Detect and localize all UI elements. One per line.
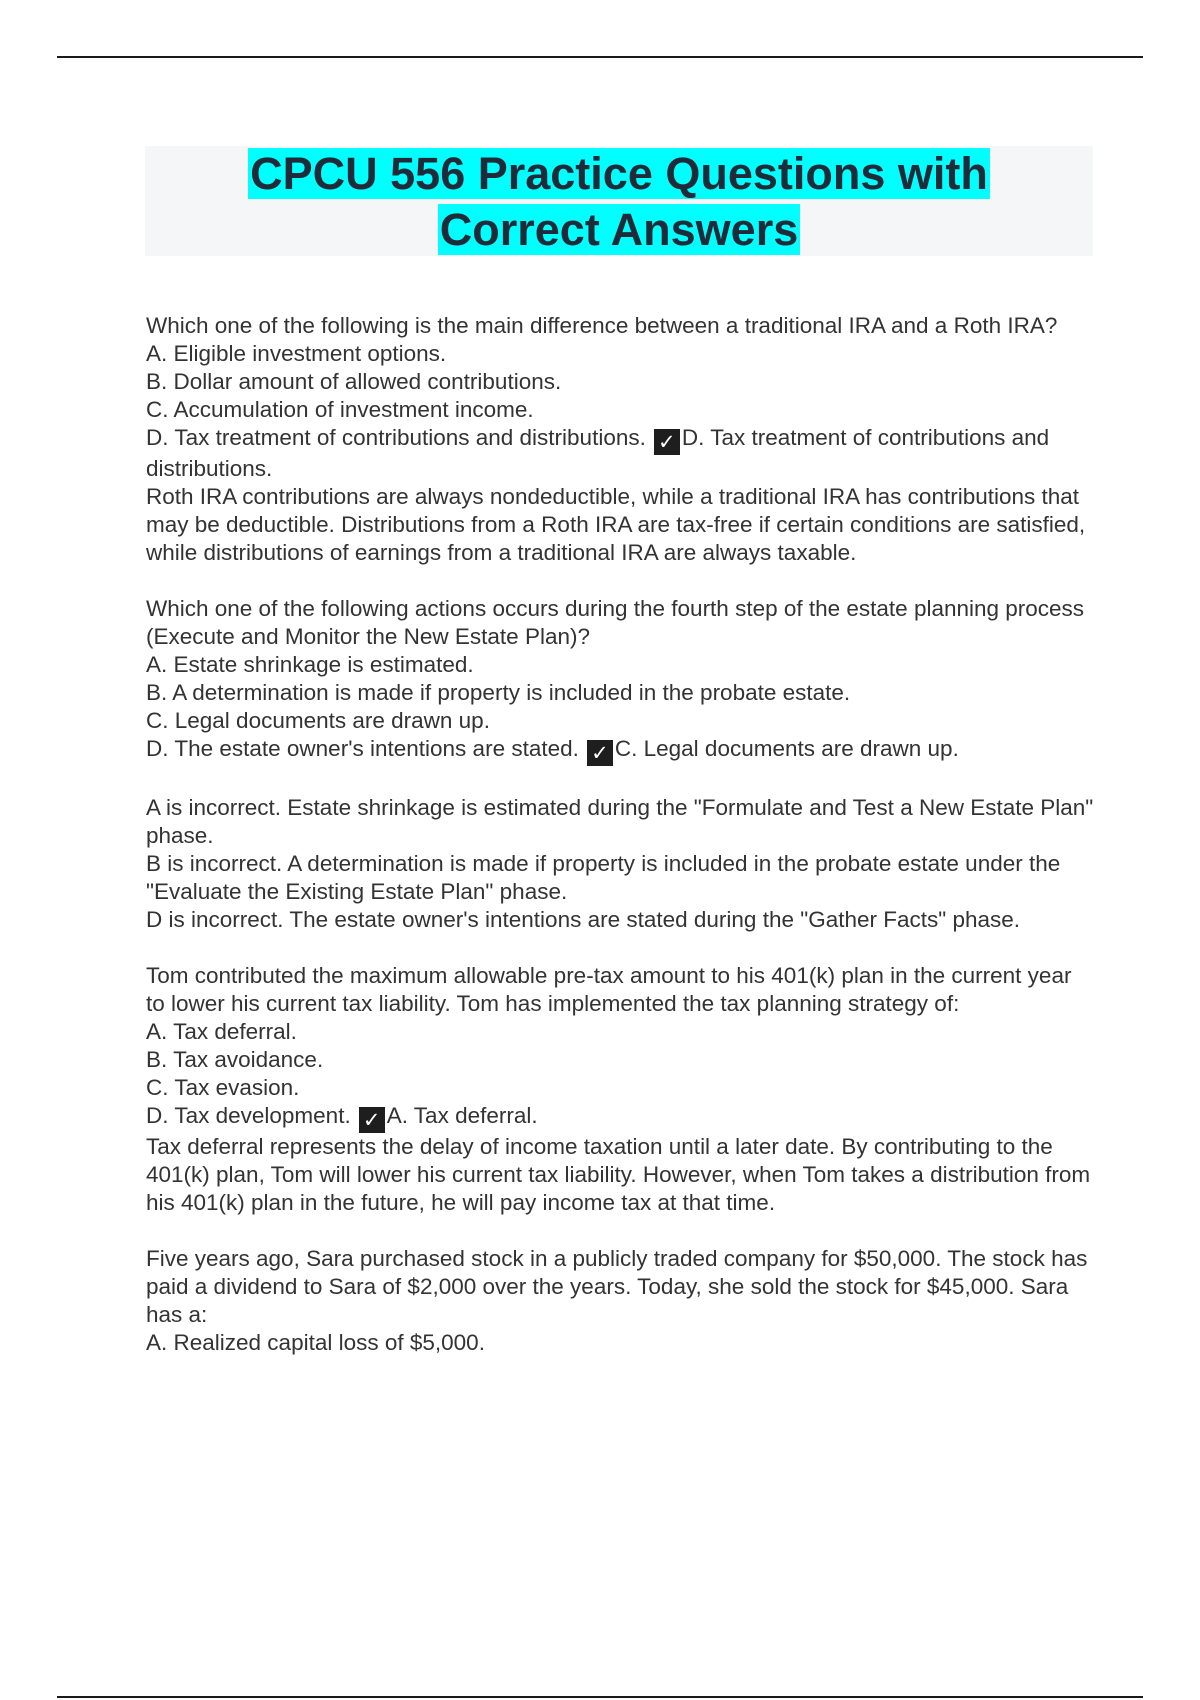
explanation-b: B is incorrect. A determination is made if property is included in the probate estate under the "Evaluate the Existing Estate Plan" phase. xyxy=(146,851,1061,904)
option-d: D. The estate owner's intentions are stated. xyxy=(146,736,579,761)
correct-answer: A. Tax deferral. xyxy=(386,1103,538,1128)
explanation: Tax deferral represents the delay of income taxation until a later date. By contributing to the 401(k) plan, Tom will lower his current tax liability. However, when Tom takes a distribution from his 401(k) plan in the future, he will pay income tax at that time. xyxy=(146,1134,1091,1215)
option-a: A. Tax deferral. xyxy=(146,1019,297,1044)
check-icon: ✓ xyxy=(587,740,613,766)
option-d-with-answer xyxy=(146,424,1096,483)
page-title-line1: CPCU 556 Practice Questions with xyxy=(250,148,988,199)
top-rule xyxy=(57,56,1143,58)
spacer xyxy=(146,934,1096,962)
option-d-with-answer xyxy=(146,735,1096,766)
question-block-4 xyxy=(146,1245,1096,1357)
option-a: A. Eligible investment options. xyxy=(146,341,447,366)
option-b: B. Dollar amount of allowed contributions. xyxy=(146,369,562,394)
spacer xyxy=(146,567,1096,595)
option-b: B. Tax avoidance. xyxy=(146,1047,324,1072)
option-c: C. Legal documents are drawn up. xyxy=(146,708,490,733)
question-block-1 xyxy=(146,312,1096,567)
spacer xyxy=(146,766,1096,794)
page-title-line2: Correct Answers xyxy=(439,204,799,255)
question-text: Which one of the following is the main difference between a traditional IRA and a Roth IRA? xyxy=(146,313,1058,338)
option-c: C. Accumulation of investment income. xyxy=(146,397,534,422)
explanation-d: D is incorrect. The estate owner's intentions are stated during the "Gather Facts" phase. xyxy=(146,907,1021,932)
question-text: Tom contributed the maximum allowable pre-tax amount to his 401(k) plan in the current year to lower his current tax liability. Tom has implemented the tax planning strategy of: xyxy=(146,963,1072,1016)
option-d: D. Tax treatment of contributions and distributions. xyxy=(146,425,646,450)
option-c: C. Tax evasion. xyxy=(146,1075,300,1100)
correct-answer: C. Legal documents are drawn up. xyxy=(614,736,959,761)
option-d: D. Tax development. xyxy=(146,1103,351,1128)
option-a: A. Realized capital loss of $5,000. xyxy=(146,1330,485,1355)
check-icon: ✓ xyxy=(359,1107,385,1133)
title-banner xyxy=(145,146,1093,256)
page-title xyxy=(145,146,1093,258)
question-block-2 xyxy=(146,595,1096,934)
explanation: Roth IRA contributions are always nondeductible, while a traditional IRA has contributions that may be deductible. Distributions from a Roth IRA are tax-free if certain conditions are satisfied, while distributions of earnings from a traditional IRA are always taxable. xyxy=(146,484,1086,565)
spacer xyxy=(146,1217,1096,1245)
explanation-a: A is incorrect. Estate shrinkage is estimated during the "Formulate and Test a New Estate Plan" phase. xyxy=(146,795,1094,848)
bottom-rule xyxy=(57,1696,1143,1698)
option-d-with-answer xyxy=(146,1102,1096,1133)
document-body xyxy=(146,312,1096,1357)
option-a: A. Estate shrinkage is estimated. xyxy=(146,652,474,677)
check-icon: ✓ xyxy=(654,429,680,455)
question-text: Which one of the following actions occurs during the fourth step of the estate planning process (Execute and Monitor the New Estate Plan)? xyxy=(146,596,1085,649)
question-text: Five years ago, Sara purchased stock in a publicly traded company for $50,000. The stock has paid a dividend to Sara of $2,000 over the years. Today, she sold the stock for $45,000. Sara has a: xyxy=(146,1246,1088,1327)
question-block-3 xyxy=(146,962,1096,1217)
option-b: B. A determination is made if property is included in the probate estate. xyxy=(146,680,851,705)
correct-answer: D. Tax treatment of contributions and distributions. xyxy=(146,425,1050,481)
